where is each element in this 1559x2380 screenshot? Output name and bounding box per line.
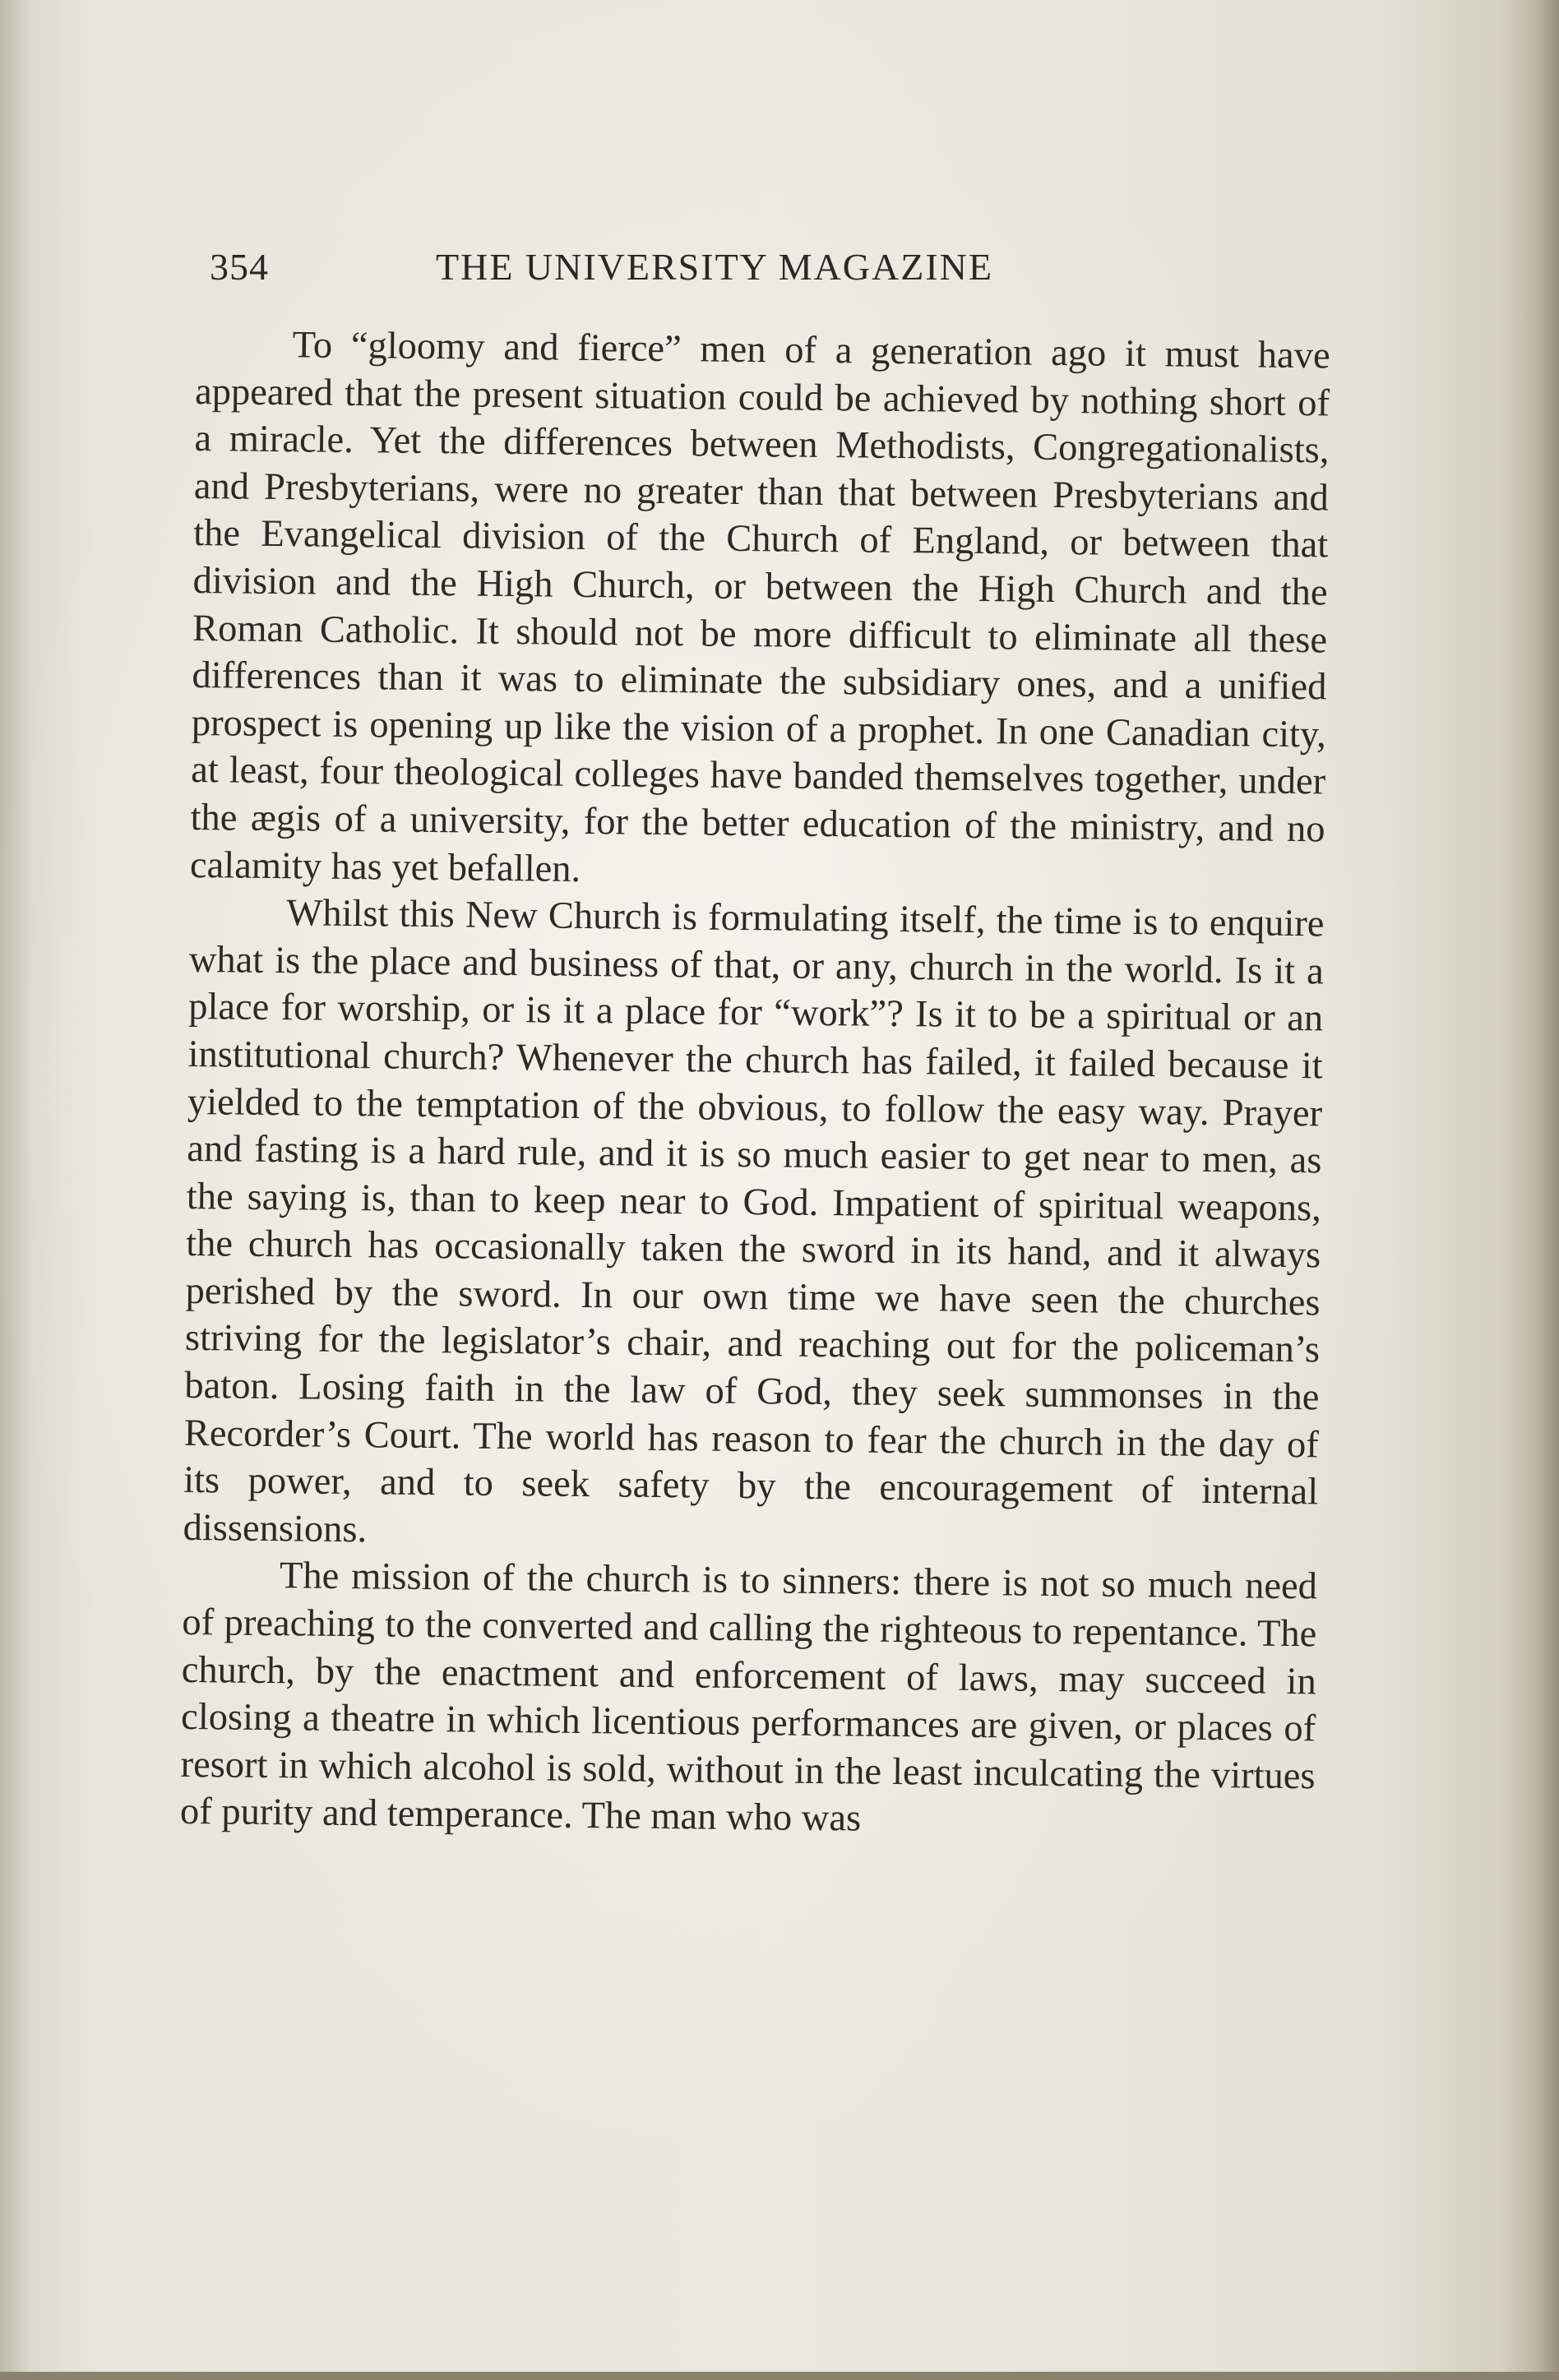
paragraph: The mission of the church is to sinners: there is not so much need of preaching to the converted and calling the righteous to repentance. The church, by the enactment and enforcement of laws, may succeed in closing a theatre in which licentious performances are given, or places of resort in which alcohol is sold, without in the least inculcating the virtues of purity and temperance. The man who was <box>179 1555 1318 1840</box>
running-title: THE UNIVERSITY MAGAZINE <box>436 246 993 288</box>
scan-bottom-edge <box>0 2372 1559 2380</box>
paragraph: Whilst this New Church is formulating itself, the time is to enquire what is the place and business of that, or any, church in the world. Is it a place for worship, or is it a place for “work”? Is it to be a spiritual or an institutional church? Whenever the church has failed, it failed because it yielded to the temptation of the obvious, to follow the easy way. Prayer and fasting is a hard rule, and it is so much easier to get near to men, as the saying is, than to keep near to God. Impatient of spiritual weapons, the church has occasionally taken the sword in its hand, and it always perished by the sword. In our own time we have seen the churches striving for the legislator’s chair, and reaching out for the policeman’s baton. Losing faith in the law of God, they seek summonses in the Recorder’s Court. The world has reason to fear the church in the day of its power, and to seek safety by the encouragement of internal dissensions. <box>183 892 1325 1551</box>
body-text <box>180 321 1330 1847</box>
paragraph: To “gloomy and fierce” men of a generation ago it must have appeared that the present situation could be achieved by nothing short of a miracle. Yet the differences between Methodists, Congregationalists, and Presbyterians, were no greater than that between Presbyterians and the Evangelical division of the Church of England, or between that division and the High Church, or between the High Church and the Roman Catholic. It should not be more difficult to eliminate all these differences than it was to eliminate the subsidiary ones, and a unified prospect is opening up like the vision of a prophet. In one Canadian city, at least, four theological colleges have banded themselves together, under the ægis of a university, for the better education of the ministry, and no calamity has yet befallen. <box>189 324 1330 890</box>
page-edge-shadow <box>1501 0 1559 2380</box>
page-number: 354 <box>210 246 269 288</box>
gutter-shadow <box>0 0 33 2380</box>
page-header <box>210 245 1114 294</box>
